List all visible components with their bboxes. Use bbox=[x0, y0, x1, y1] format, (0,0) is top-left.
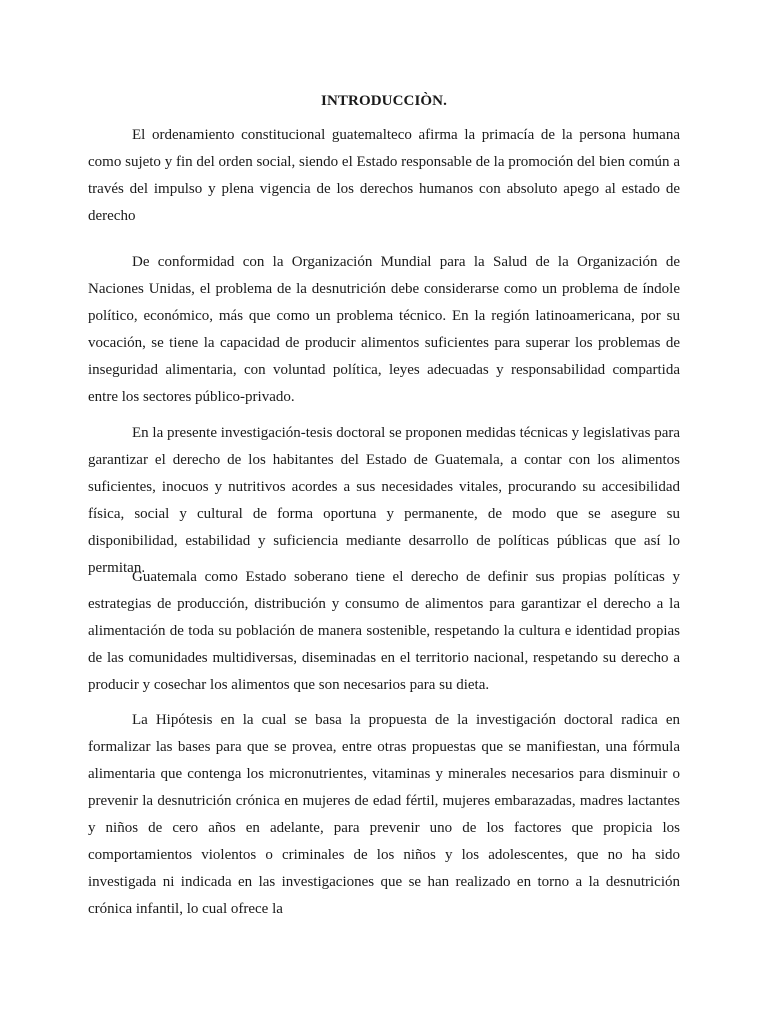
paragraph-hypothesis: La Hipótesis en la cual se basa la propuesta de la investigación doctoral radica en formalizar las bases para que se provea, entre otras propuestas que se manifiestan, una fórmula alimentaria que contenga los micronutrientes, vitaminas y minerales necesarios para disminuir o prevenir la desnutrición crónica en mujeres de edad fértil, mujeres embarazadas, madres lactantes y niños de cero años en adelante, para prevenir uno de los factores que propicia los comportamientos violentos o criminales de los niños y los adolescentes, que no ha sido investigada ni indicada en las investigaciones que se han realizado en torno a la desnutrición crónica infantil, lo cual ofrece la bbox=[88, 712, 680, 917]
page-title: INTRODUCCIÒN. bbox=[321, 93, 447, 109]
paragraph-food-sovereignty: Guatemala como Estado soberano tiene el derecho de definir sus propias políticas y estrategias de producción, distribución y consumo de alimentos para garantizar el derecho a la alimentación de toda su población de manera sostenible, respetando la cultura e identidad propias de las comunidades multidiversas, diseminadas en el territorio nacional, respetando su derecho a producir y cosechar los alimentos que son necesarios para su dieta. bbox=[88, 569, 680, 693]
paragraph-research-proposal: En la presente investigación-tesis doctoral se proponen medidas técnicas y legislativas para garantizar el derecho de los habitantes del Estado de Guatemala, a contar con los alimentos suficientes, inocuos y nutritivos acordes a sus necesidades vitales, procurando su accesibilidad física, social y cultural de forma oportuna y permanente, de modo que se asegure su disponibilidad, estabilidad y suficiencia mediante desarrollo de políticas públicas que así lo permitan. bbox=[88, 425, 680, 576]
paragraph-malnutrition-problem: De conformidad con la Organización Mundial para la Salud de la Organización de Naciones Unidas, el problema de la desnutrición debe considerarse como un problema de índole político, económico, más que como un problema técnico. En la región latinoamericana, por su vocación, se tiene la capacidad de producir alimentos suficientes para superar los problemas de inseguridad alimentaria, con voluntad política, leyes adecuadas y responsabilidad compartida entre los sectores público-privado. bbox=[88, 254, 680, 405]
paragraph-constitutional-order: El ordenamiento constitucional guatemalteco afirma la primacía de la persona humana como sujeto y fin del orden social, siendo el Estado responsable de la promoción del bien común a través del impulso y plena vigencia de los derechos humanos con absoluto apego al estado de derecho bbox=[88, 127, 680, 224]
